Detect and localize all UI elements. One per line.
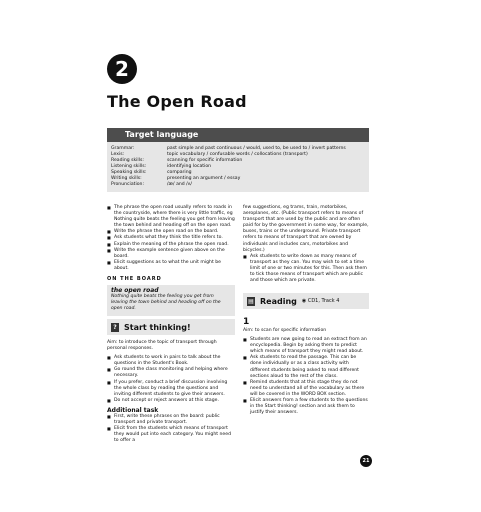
list-item: ■ The phrase the open road usually refers to roads in the countryside, where there is very little traffic, eg Nothing quite beats the feeling you get from leaving the town behind and heading off on the open road.: [107, 205, 235, 229]
left-column-intro: [107, 205, 235, 316]
list-item: ■ Write the phrase the open road on the board.: [107, 229, 235, 235]
board-quote-title: the open road: [111, 287, 159, 295]
tl-value: past simple and past continuous / would, used to, be used to / invert patterns: [167, 146, 346, 151]
cd-icon: ◉: [301, 298, 307, 304]
reading-label: Reading: [260, 296, 297, 306]
unit-title: The Open Road: [107, 92, 247, 111]
target-language-box: [107, 142, 369, 192]
list-item: ■ Do not accept or reject answers at this stage.: [107, 398, 235, 404]
list-item: ■ Ask students to write down as many means of transport as they can. You may wish to set a time limit of one or two minutes for this. Then ask them to tick those means of transport which are public and those which are private.: [243, 254, 369, 284]
reading-section-header: [243, 293, 369, 309]
unit-number-badge: 2: [107, 54, 137, 84]
paragraph: few suggestions, eg trams, train, motorbikes, aeroplanes, etc. (Public transport refers to means of transport that are used by the public and are often paid for by the government in some way, for example, buses, trains or the underground. Private transport refers to means of transport that are owned by individuals and includes cars, motorbikes and bicycles.): [243, 205, 369, 253]
list-item: ■ Remind students that at this stage they do not need to understand all of the vocabulary as there will be covered in the WORD BOX section.: [243, 380, 369, 398]
reading-section-content: [243, 317, 369, 416]
tl-value: topic vocabulary / confusable words / collocations (transport): [167, 152, 308, 157]
list-item: ■ Ask students to read the passage. This can be done individually or as a class activity with different students being asked to read different sections aloud to the rest of the class.: [243, 355, 369, 379]
cd-track: [302, 298, 340, 304]
tl-value: scanning for specific information: [167, 158, 243, 163]
tl-value: /æ/ and /ʌ/: [167, 182, 192, 187]
target-language-heading: Target language: [107, 128, 369, 142]
tl-key: Lexis:: [111, 152, 125, 157]
tl-row: [111, 182, 192, 188]
aim-text: Aim: to scan for specific information: [243, 328, 327, 333]
list-item: ■ Go round the class monitoring and helping where necessary.: [107, 367, 235, 379]
list-item: ■ Explain the meaning of the phrase the open road.: [107, 242, 235, 248]
tl-value: identifying location: [167, 164, 212, 169]
start-thinking-title: Start thinking!: [124, 322, 191, 332]
list-item: ■ First, write these phrases on the board: public transport and private transport.: [107, 414, 235, 426]
question-icon: ?: [111, 323, 119, 332]
tl-key: Grammar:: [111, 146, 135, 151]
list-item: ■ Elicit answers from a few students to the questions in the Start thinking! section and ask them to justify their answers.: [243, 398, 369, 416]
list-item: ■ Ask students what they think the title refers to.: [107, 235, 235, 241]
tl-value: presenting an argument / essay: [167, 176, 241, 181]
list-item: ■ Students are now going to read an extract from an encyclopedia. Begin by asking them to predict which means of transport they might read about.: [243, 337, 369, 355]
tl-value: comparing: [167, 170, 192, 175]
list-item: ■ Elicit from the students which means of transport they would put into each category. You might need to offer a: [107, 426, 235, 444]
list-item: ■ Write the example sentence given above on the board.: [107, 248, 235, 260]
board-quote-box: [107, 285, 235, 315]
on-the-board-label: ON THE BOARD: [107, 276, 162, 283]
page-number: 21: [360, 455, 372, 467]
book-icon: ▤: [248, 297, 254, 305]
tl-key: Pronunciation:: [111, 182, 144, 187]
right-column-intro: [243, 205, 369, 284]
aim-text: Aim: to introduce the topic of transport through personal responses.: [107, 340, 217, 352]
board-quote-text: Nothing quite beats the feeling you get from leaving the town behind and heading off on the open road.: [111, 294, 221, 312]
list-item: ■ Elicit suggestions as to what the unit might be about.: [107, 260, 235, 272]
list-item: ■ If you prefer, conduct a brief discussion involving the whole class by reading the questions and inviting different students to give their answers.: [107, 380, 235, 398]
list-item: ■ Ask students to work in pairs to talk about the questions in the Student's Book.: [107, 355, 235, 367]
start-thinking-content: [107, 340, 235, 445]
tl-key: Writing skills:: [111, 176, 142, 181]
start-thinking-header: [107, 319, 235, 335]
exercise-number: 1: [243, 317, 250, 327]
additional-task-title: Additional task: [107, 406, 159, 414]
tl-key: Speaking skills:: [111, 170, 147, 175]
tl-key: Listening skills:: [111, 164, 147, 169]
tl-key: Reading skills:: [111, 158, 144, 163]
cd-track-label: CD1, Track 4: [307, 298, 340, 304]
